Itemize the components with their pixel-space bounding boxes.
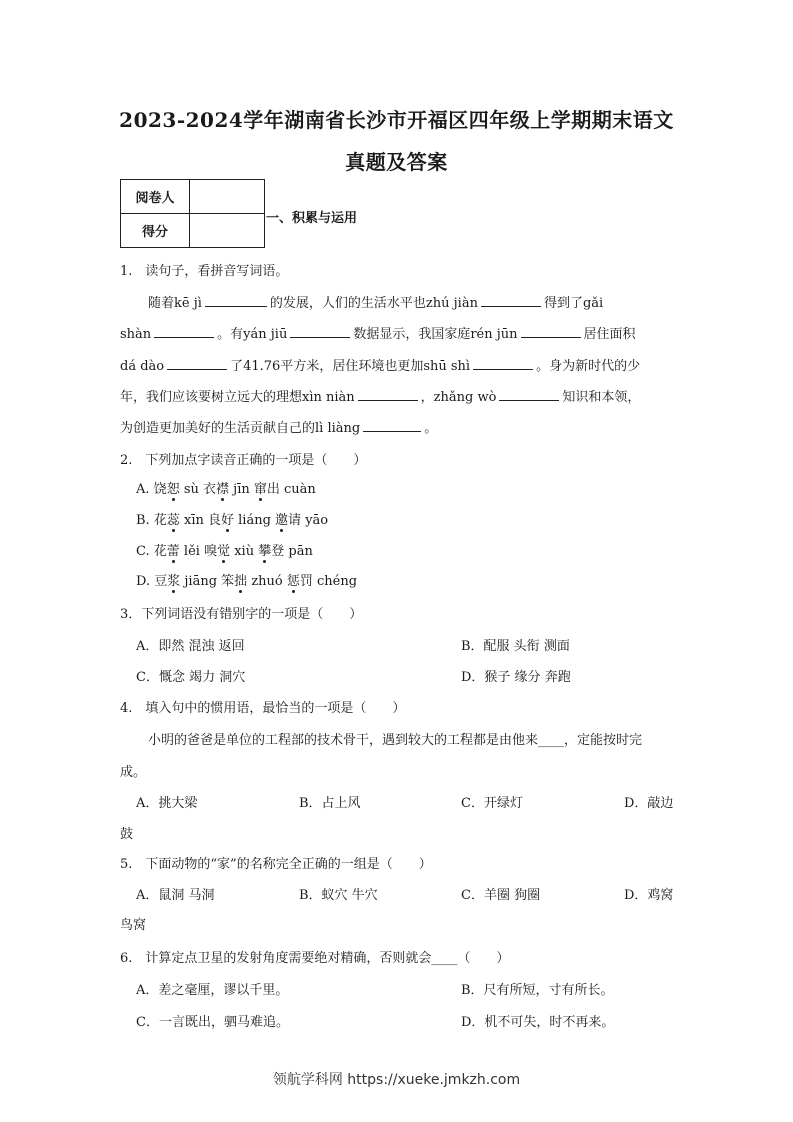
q2-option-b[interactable]: B. 花蕊 xīn 良好 liáng 邀请 yāo bbox=[136, 513, 329, 528]
answer-blank bbox=[205, 293, 267, 307]
score-table bbox=[120, 179, 265, 248]
dotted-char: 好 bbox=[221, 513, 235, 528]
q2-stem: 2. 下列加点字读音正确的一项是（ ） bbox=[120, 453, 367, 468]
answer-blank bbox=[167, 356, 227, 370]
q4-option-c[interactable]: C．开绿灯 bbox=[461, 796, 523, 811]
q4-option-d[interactable]: D．敲边 bbox=[624, 796, 674, 811]
answer-blank bbox=[154, 324, 214, 338]
q3-option-c[interactable]: C．慨念 竭力 洞穴 bbox=[136, 670, 246, 685]
q3-option-d[interactable]: D．猴子 缘分 奔跑 bbox=[461, 670, 571, 685]
dotted-char: 浆 bbox=[167, 574, 181, 589]
document-title-line1: 2023-2024学年湖南省长沙市开福区四年级上学期期末语文 bbox=[119, 108, 674, 132]
q5-option-b[interactable]: B．蚁穴 牛穴 bbox=[299, 888, 378, 903]
section-heading: 一、积累与运用 bbox=[266, 211, 358, 226]
q3-stem: 3．下列词语没有错别字的一项是（ ） bbox=[120, 607, 363, 622]
q1-line4: 年，我们应该要树立远大的理想xìn niàn ，zhǎng wò 知识和本领， bbox=[120, 386, 640, 405]
q3-option-a[interactable]: A．即然 混浊 返回 bbox=[136, 639, 245, 654]
q2-option-c[interactable]: C. 花蕾 lěi 嗅觉 xiù 攀登 pān bbox=[136, 544, 313, 559]
q5-option-a[interactable]: A．鼠洞 马洞 bbox=[136, 888, 215, 903]
dotted-char: 窜 bbox=[253, 482, 267, 497]
q1-stem: 1. 读句子，看拼音写词语。 bbox=[120, 264, 289, 279]
answer-blank bbox=[290, 324, 350, 338]
dotted-char: 蕾 bbox=[166, 544, 180, 559]
reviewer-label: 阅卷人 bbox=[121, 180, 190, 214]
dotted-char: 觉 bbox=[217, 544, 231, 559]
dotted-char: 拙 bbox=[234, 574, 248, 589]
q4-option-a[interactable]: A．挑大梁 bbox=[136, 796, 198, 811]
q6-stem: 6. 计算定点卫星的发射角度需要绝对精确，否则就会____（ ） bbox=[120, 951, 510, 966]
q6-option-c[interactable]: C．一言既出，驷马难追。 bbox=[136, 1015, 289, 1030]
score-cell bbox=[190, 214, 265, 248]
dotted-char: 蕊 bbox=[166, 513, 180, 528]
dotted-char: 惩 bbox=[286, 574, 300, 589]
answer-blank bbox=[358, 387, 418, 401]
q6-option-b[interactable]: B．尺有所短，寸有所长。 bbox=[461, 983, 614, 998]
q4-stem: 4. 填入句中的惯用语，最恰当的一项是（ ） bbox=[120, 701, 406, 716]
q4-passage-line2: 成。 bbox=[120, 765, 147, 780]
answer-blank bbox=[473, 356, 533, 370]
dotted-char: 攀 bbox=[258, 544, 272, 559]
q6-option-d[interactable]: D．机不可失，时不再来。 bbox=[461, 1015, 615, 1030]
q2-option-a[interactable]: A. 饶恕 sù 衣襟 jīn 窜出 cuàn bbox=[136, 482, 316, 497]
q4-option-d-wrap: 鼓 bbox=[120, 827, 134, 842]
q1-line1: 随着kē jì 的发展，人们的生活水平也zhú jiàn 得到了gǎi bbox=[148, 292, 603, 311]
q4-option-b[interactable]: B．占上风 bbox=[299, 796, 361, 811]
answer-blank bbox=[499, 387, 559, 401]
q5-stem: 5. 下面动物的“家”的名称完全正确的一组是（ ） bbox=[120, 857, 432, 872]
q5-option-c[interactable]: C．羊圈 狗圈 bbox=[461, 888, 541, 903]
q4-passage-line1: 小明的爸爸是单位的工程部的技术骨干，遇到较大的工程都是由他来____，定能按时完 bbox=[148, 733, 643, 748]
q3-option-b[interactable]: B．配服 头衔 测面 bbox=[461, 639, 570, 654]
answer-blank bbox=[481, 293, 541, 307]
q6-option-a[interactable]: A．差之毫厘，谬以千里。 bbox=[136, 983, 289, 998]
q1-line3: dá dào 了41.76平方米，居住环境也更加shū shì 。身为新时代的少 bbox=[120, 355, 640, 374]
dotted-char: 邀 bbox=[275, 513, 289, 528]
reviewer-cell bbox=[190, 180, 265, 214]
answer-blank bbox=[363, 418, 421, 432]
score-label: 得分 bbox=[121, 214, 190, 248]
answer-blank bbox=[521, 324, 581, 338]
q1-line2: shàn 。有yán jiū 数据显示，我国家庭rén jūn 居住面积 bbox=[120, 323, 636, 342]
footer-watermark: 领航学科网 https://xueke.jmkzh.com bbox=[272, 1072, 521, 1088]
q1-line5: 为创造更加美好的生活贡献自己的lì liàng 。 bbox=[120, 417, 437, 436]
dotted-char: 恕 bbox=[166, 482, 180, 497]
q5-option-d[interactable]: D．鸡窝 bbox=[624, 888, 674, 903]
dotted-char: 襟 bbox=[216, 482, 230, 497]
document-title-line2: 真题及答案 bbox=[345, 150, 448, 174]
q5-option-d-wrap: 鸟窝 bbox=[120, 918, 147, 933]
q2-option-d[interactable]: D. 豆浆 jiāng 笨拙 zhuó 惩罚 chéng bbox=[136, 574, 358, 589]
